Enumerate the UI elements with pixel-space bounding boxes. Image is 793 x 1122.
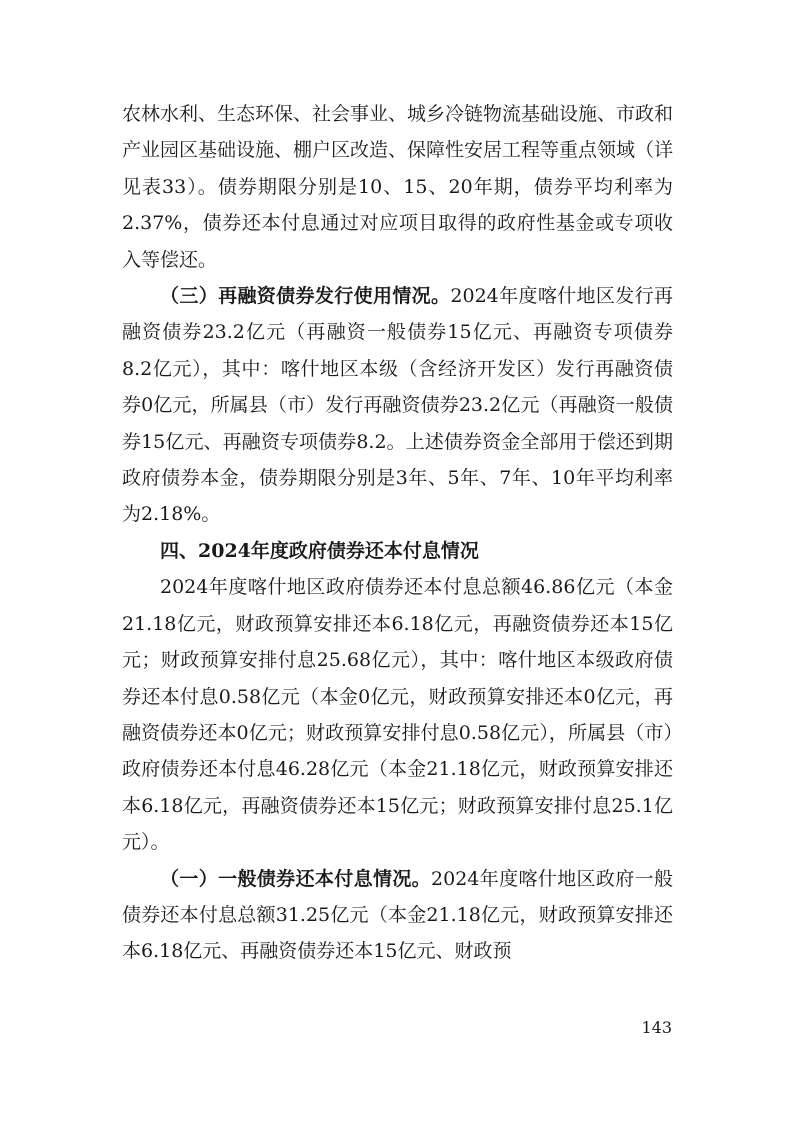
paragraph-repayment-summary — [122, 569, 673, 860]
document-body — [122, 96, 673, 970]
paragraph-text: 2024年度喀什地区发行再融资债券23.2亿元（再融资一般债券15亿元、再融资专项债券8.2亿元），其中：喀什地区本级（含经济开发区）发行再融资债券0亿元，所属县（市）发行再融资债券23.2亿元（再融资一般债券15亿元、再融资专项债券8.2。上述债券资金全部用于偿还到期政府债券本金，债券期限分别是3年、5年、7年、10年平均利率为2.18%。 — [122, 285, 673, 526]
paragraph-general-bond-repayment — [122, 861, 673, 970]
paragraph-refinancing-bonds — [122, 278, 673, 533]
paragraph-bond-usage-continued — [122, 96, 673, 278]
paragraph-text: 农林水利、生态环保、社会事业、城乡冷链物流基础设施、市政和产业园区基础设施、棚户区改造、保障性安居工程等重点领域（详见表33）。债券期限分别是10、15、20年期，债券平均利率为2.37%，债券还本付息通过对应项目取得的政府性基金或专项收入等偿还。 — [122, 103, 674, 271]
page-number: 143 — [641, 1018, 672, 1037]
paragraph-text: 2024年度喀什地区政府债券还本付息总额46.86亿元（本金21.18亿元，财政预算安排还本6.18亿元，再融资债券还本15亿元；财政预算安排付息25.68亿元），其中：喀什地区本级政府债券还本付息0.58亿元（本金0亿元，财政预算安排还本0亿元，再融资债券还本0亿元；财政预算安排付息0.58亿元），所属县（市）政府债券还本付息46.28亿元（本金21.18亿元，财政预算安排还本6.18亿元，再融资债券还本15亿元；财政预算安排付息25.1亿元）。 — [122, 576, 673, 854]
paragraph-text: 2024年度喀什地区政府一般债券还本付息总额31.25亿元（本金21.18亿元，财政预算安排还本6.18亿元、再融资债券还本15亿元、财政预 — [122, 867, 673, 963]
section-lead-general-bond: （一）一般债券还本付息情况。 — [160, 867, 432, 890]
section-lead-refinancing: （三）再融资债券发行使用情况。 — [160, 285, 451, 308]
section-heading-repayment — [122, 533, 673, 569]
heading-text: 四、2024年度政府债券还本付息情况 — [160, 539, 479, 562]
